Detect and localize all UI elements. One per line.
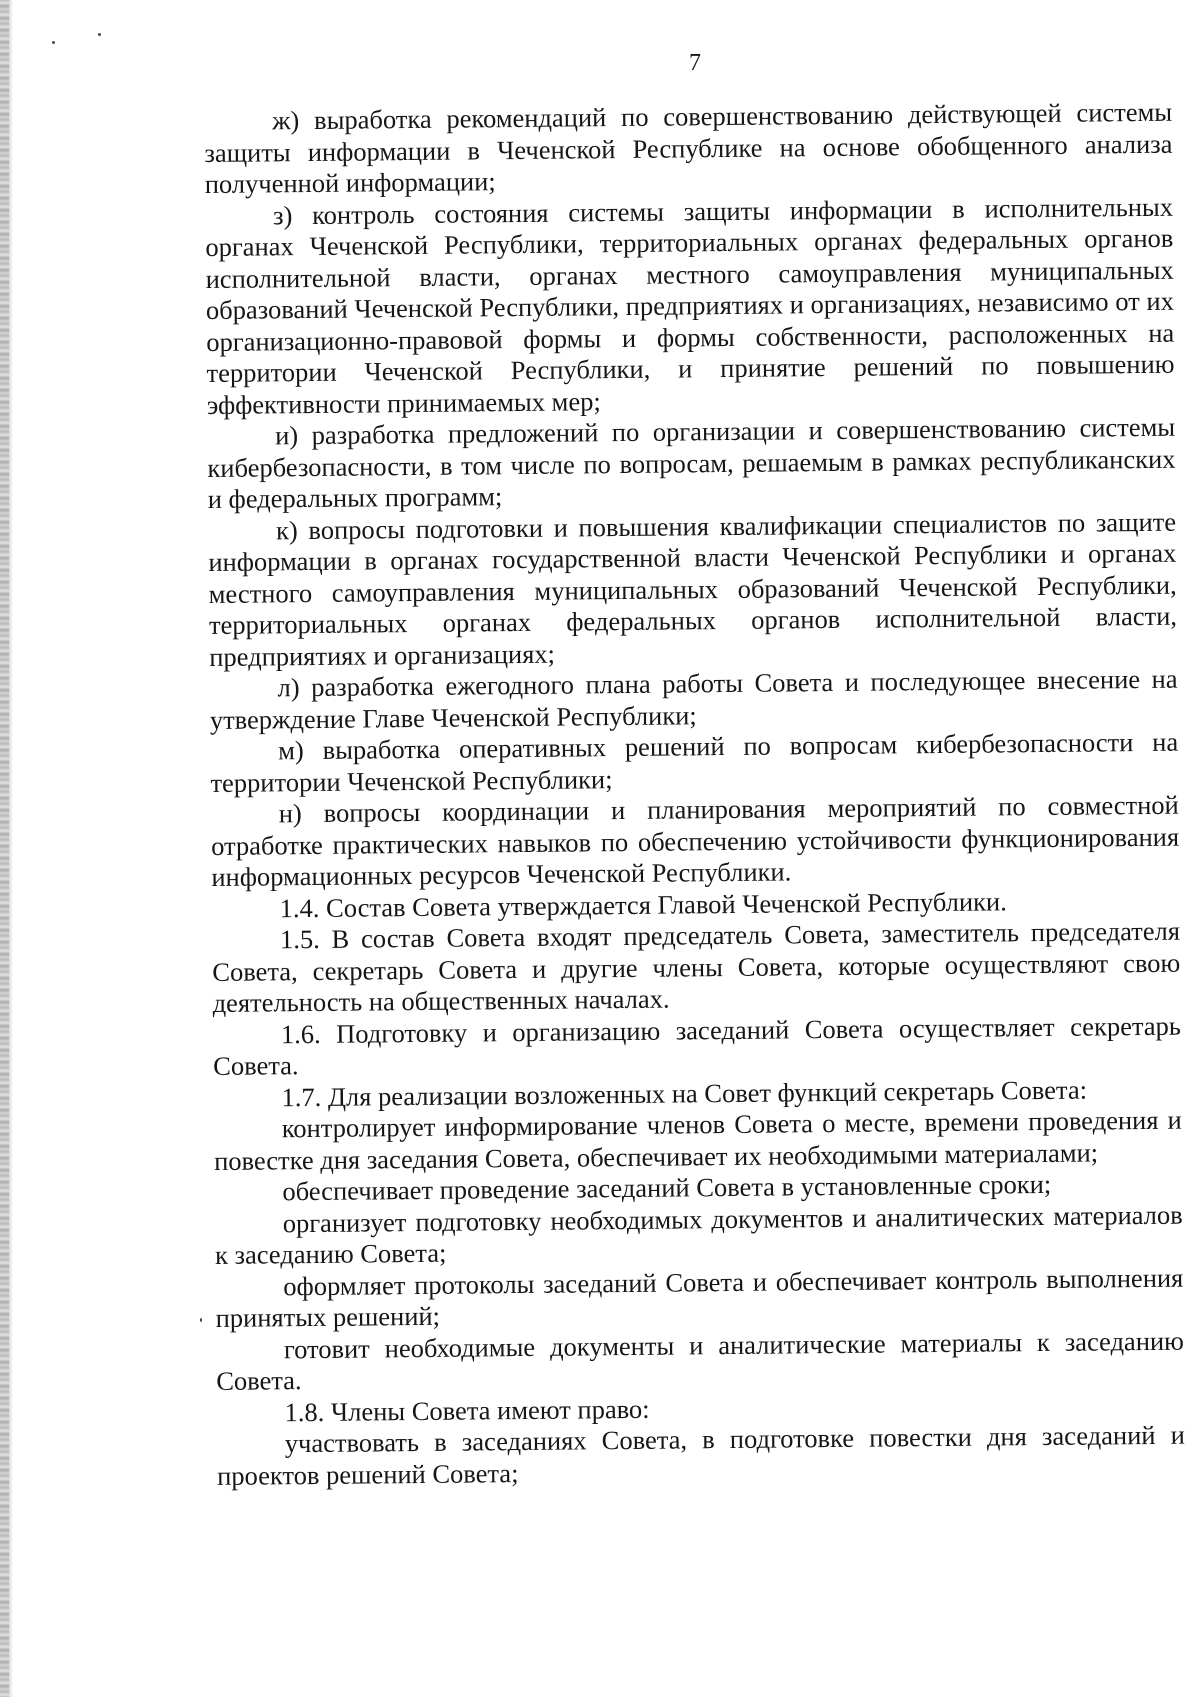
paragraph-member-right-1: участвовать в заседаниях Совета, в подготовке повестки дня заседаний и проектов решений Совета; xyxy=(217,1419,1185,1491)
scan-edge-shadow xyxy=(9,0,13,1697)
paragraph-z: з) контроль состояния системы защиты информации в исполнительных органах Чеченской Республики, территориальных органах федеральных органов исполнительной власти, органах местного самоуправления муниципальных образований Чеченской Республики, предприятиях и организациях, независимо от их организационно-правовой формы и формы собственности, расположенных на территории Чеченской Республики, и принятие решений по повышению эффективности принимаемых мер; xyxy=(205,191,1175,420)
paragraph-secretary-duty-2: обеспечивает проведение заседаний Совета в установленные сроки; xyxy=(282,1168,1052,1207)
scan-speck xyxy=(52,41,55,44)
scan-binding-edge xyxy=(0,0,9,1697)
paragraph-m: м) выработка оперативных решений по вопросам кибербезопасности на территории Чеченской Республики; xyxy=(210,726,1179,798)
scan-speck xyxy=(98,33,101,36)
paragraph-1-7: 1.7. Для реализации возложенных на Совет функций секретарь Совета: xyxy=(281,1074,1088,1112)
paragraph-1-5: 1.5. В состав Совета входят председатель Совета, заместитель председателя Совета, секретарь Совета и другие члены Совета, которые осуществляют свою деятельность на общественных началах. xyxy=(212,915,1181,1018)
document-body xyxy=(204,97,1185,1492)
paragraph-i: и) разработка предложений по организации и совершенствованию системы кибербезопасности, в том числе по вопросам, решаемым в рамках республиканских и федеральных программ; xyxy=(207,411,1176,514)
paragraph-n: н) вопросы координации и планирования мероприятий по совместной отработке практических навыков по обеспечению устойчивости функционирования информационных ресурсов Чеченской Республики. xyxy=(210,789,1180,892)
scan-speck xyxy=(200,1318,202,1322)
paragraph-secretary-duty-4: оформляет протоколы заседаний Совета и обеспечивает контроль выполнения принятых решений; xyxy=(215,1262,1184,1333)
paragraph-secretary-duty-1: контролирует информирование членов Совета о месте, времени проведения и повестке дня заседания Совета, обеспечивает их необходимыми материалами; xyxy=(213,1104,1182,1176)
paragraph-secretary-duty-3: организует подготовку необходимых документов и аналитических материалов к заседанию Совета; xyxy=(214,1199,1183,1270)
page-number: 7 xyxy=(689,50,701,76)
paragraph-secretary-duty-5: готовит необходимые документы и аналитические материалы к заседанию Совета. xyxy=(216,1325,1185,1396)
paragraph-1-4: 1.4. Состав Совета утверждается Главой Чеченской Республики. xyxy=(279,885,1007,923)
paragraph-1-6: 1.6. Подготовку и организацию заседаний Совета осуществляет секретарь Совета. xyxy=(213,1010,1182,1081)
paragraph-1-8: 1.8. Члены Совета имеют право: xyxy=(284,1393,650,1427)
paragraph-k: к) вопросы подготовки и повышения квалификации специалистов по защите информации в органах государственной власти Чеченской Республики и органах местного самоуправления муниципальных образований Чеченской Республики, территориальных органах федеральных органов исполнительной власти, предприятиях и организациях; xyxy=(208,506,1178,672)
paragraph-zh: ж) выработка рекомендаций по совершенствованию действующей системы защиты информации в Чеченской Республике на основе обобщенного анализа полученной информации; xyxy=(204,96,1173,199)
paragraph-l: л) разработка ежегодного плана работы Совета и последующее внесение на утверждение Главе Чеченской Республики; xyxy=(209,663,1178,735)
